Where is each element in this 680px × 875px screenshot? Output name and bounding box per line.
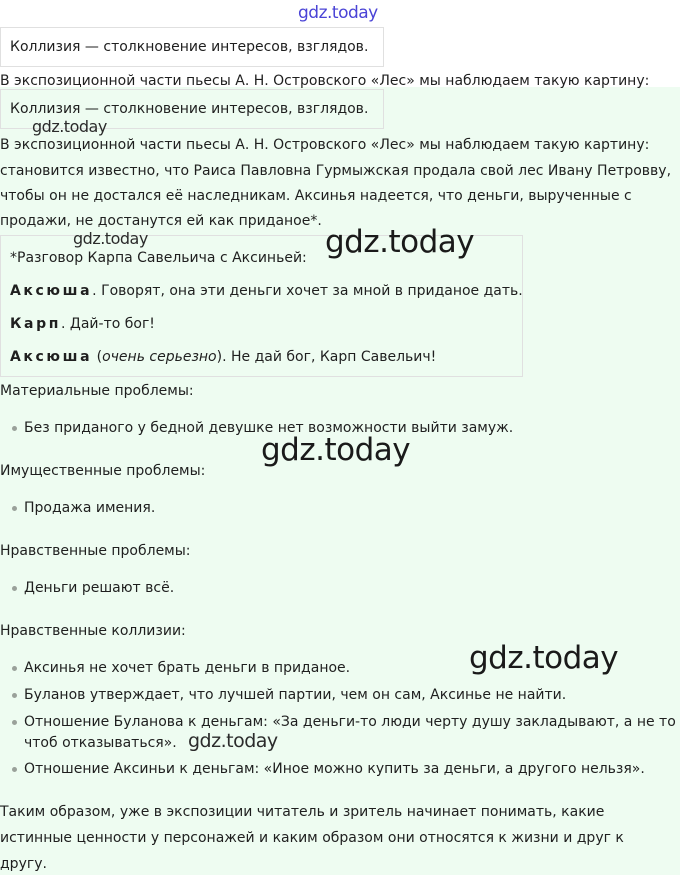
list-item: Отношение Буланова к деньгам: «За деньги-то люди черту душу закладывают, а не то bbox=[24, 714, 676, 730]
bullet-icon bbox=[12, 586, 17, 591]
bullet-icon bbox=[12, 506, 17, 511]
conclusion-line-2: истинные ценности у персонажей и каким образом они относятся к жизни и друг к bbox=[0, 830, 624, 846]
quote-line-text: . Дай-то бог! bbox=[61, 316, 155, 332]
intro-line: В экспозиционной части пьесы А. Н. Островского «Лес» мы наблюдаем такую картину: bbox=[0, 73, 650, 89]
speaker-name: Аксюша bbox=[10, 283, 93, 299]
quote-line-1 bbox=[10, 283, 523, 299]
stage-remark: очень серьезно bbox=[102, 349, 217, 365]
watermark: gdz.today bbox=[298, 3, 378, 23]
watermark: gdz.today bbox=[32, 117, 107, 136]
speaker-name: Карп bbox=[10, 316, 61, 332]
watermark: gdz.today bbox=[73, 229, 148, 248]
quote-box bbox=[0, 235, 523, 377]
watermark: gdz.today bbox=[188, 730, 278, 752]
quote-line-text: . Говорят, она эти деньги хочет за мной в приданое дать. bbox=[92, 283, 523, 299]
paragraph-line-3: продажи, не достанутся ей как приданое*. bbox=[0, 213, 322, 229]
conclusion-line-1: Таким образом, уже в экспозиции читатель и зритель начинает понимать, какие bbox=[0, 804, 605, 820]
quote-pre: ( bbox=[92, 349, 103, 365]
bullet-icon bbox=[12, 666, 17, 671]
paragraph-line-1: становится известно, что Раиса Павловна Гурмыжская продала свой лес Ивану Петровву, bbox=[0, 163, 672, 179]
quote-line-2 bbox=[10, 316, 155, 332]
quote-title: *Разговор Карпа Савельича с Аксиньей: bbox=[10, 250, 307, 266]
quote-line-text: ). Не дай бог, Карп Савельич! bbox=[216, 349, 437, 365]
list-item: Буланов утверждает, что лучшей партии, чем он сам, Аксинье не найти. bbox=[24, 687, 567, 703]
definition-text: Коллизия — столкновение интересов, взглядов. bbox=[10, 39, 369, 55]
watermark: gdz.today bbox=[325, 224, 475, 260]
list-item: Продажа имения. bbox=[24, 500, 156, 516]
intro-line-repeat: В экспозиционной части пьесы А. Н. Островского «Лес» мы наблюдаем такую картину: bbox=[0, 137, 650, 153]
list-item: Деньги решают всё. bbox=[24, 580, 175, 596]
list-item-continuation: чтоб отказываться». bbox=[24, 735, 177, 751]
bullet-icon bbox=[12, 426, 17, 431]
list-item: Без приданого у бедной девушке нет возможности выйти замуж. bbox=[24, 420, 514, 436]
answer-background bbox=[0, 87, 680, 875]
definition-text-repeat: Коллизия — столкновение интересов, взглядов. bbox=[10, 101, 369, 117]
bullet-icon bbox=[12, 767, 17, 772]
watermark: gdz.today bbox=[469, 640, 619, 676]
speaker-name: Аксюша bbox=[10, 349, 93, 365]
list-item: Аксинья не хочет брать деньги в приданое. bbox=[24, 660, 351, 676]
definition-box bbox=[0, 27, 384, 67]
section-heading: Материальные проблемы: bbox=[0, 383, 194, 399]
paragraph-line-2: чтобы он не достался её наследникам. Аксинья надеется, что деньги, вырученные с bbox=[0, 188, 632, 204]
list-item: Отношение Аксиньи к деньгам: «Иное можно купить за деньги, а другого нельзя». bbox=[24, 761, 645, 777]
quote-line-3 bbox=[10, 349, 436, 365]
section-heading: Имущественные проблемы: bbox=[0, 463, 206, 479]
bullet-icon bbox=[12, 720, 17, 725]
definition-box-repeat bbox=[0, 89, 384, 129]
conclusion-line-3: другу. bbox=[0, 856, 47, 872]
section-heading: Нравственные проблемы: bbox=[0, 543, 191, 559]
watermark: gdz.today bbox=[261, 432, 411, 468]
bullet-icon bbox=[12, 693, 17, 698]
section-heading: Нравственные коллизии: bbox=[0, 623, 186, 639]
